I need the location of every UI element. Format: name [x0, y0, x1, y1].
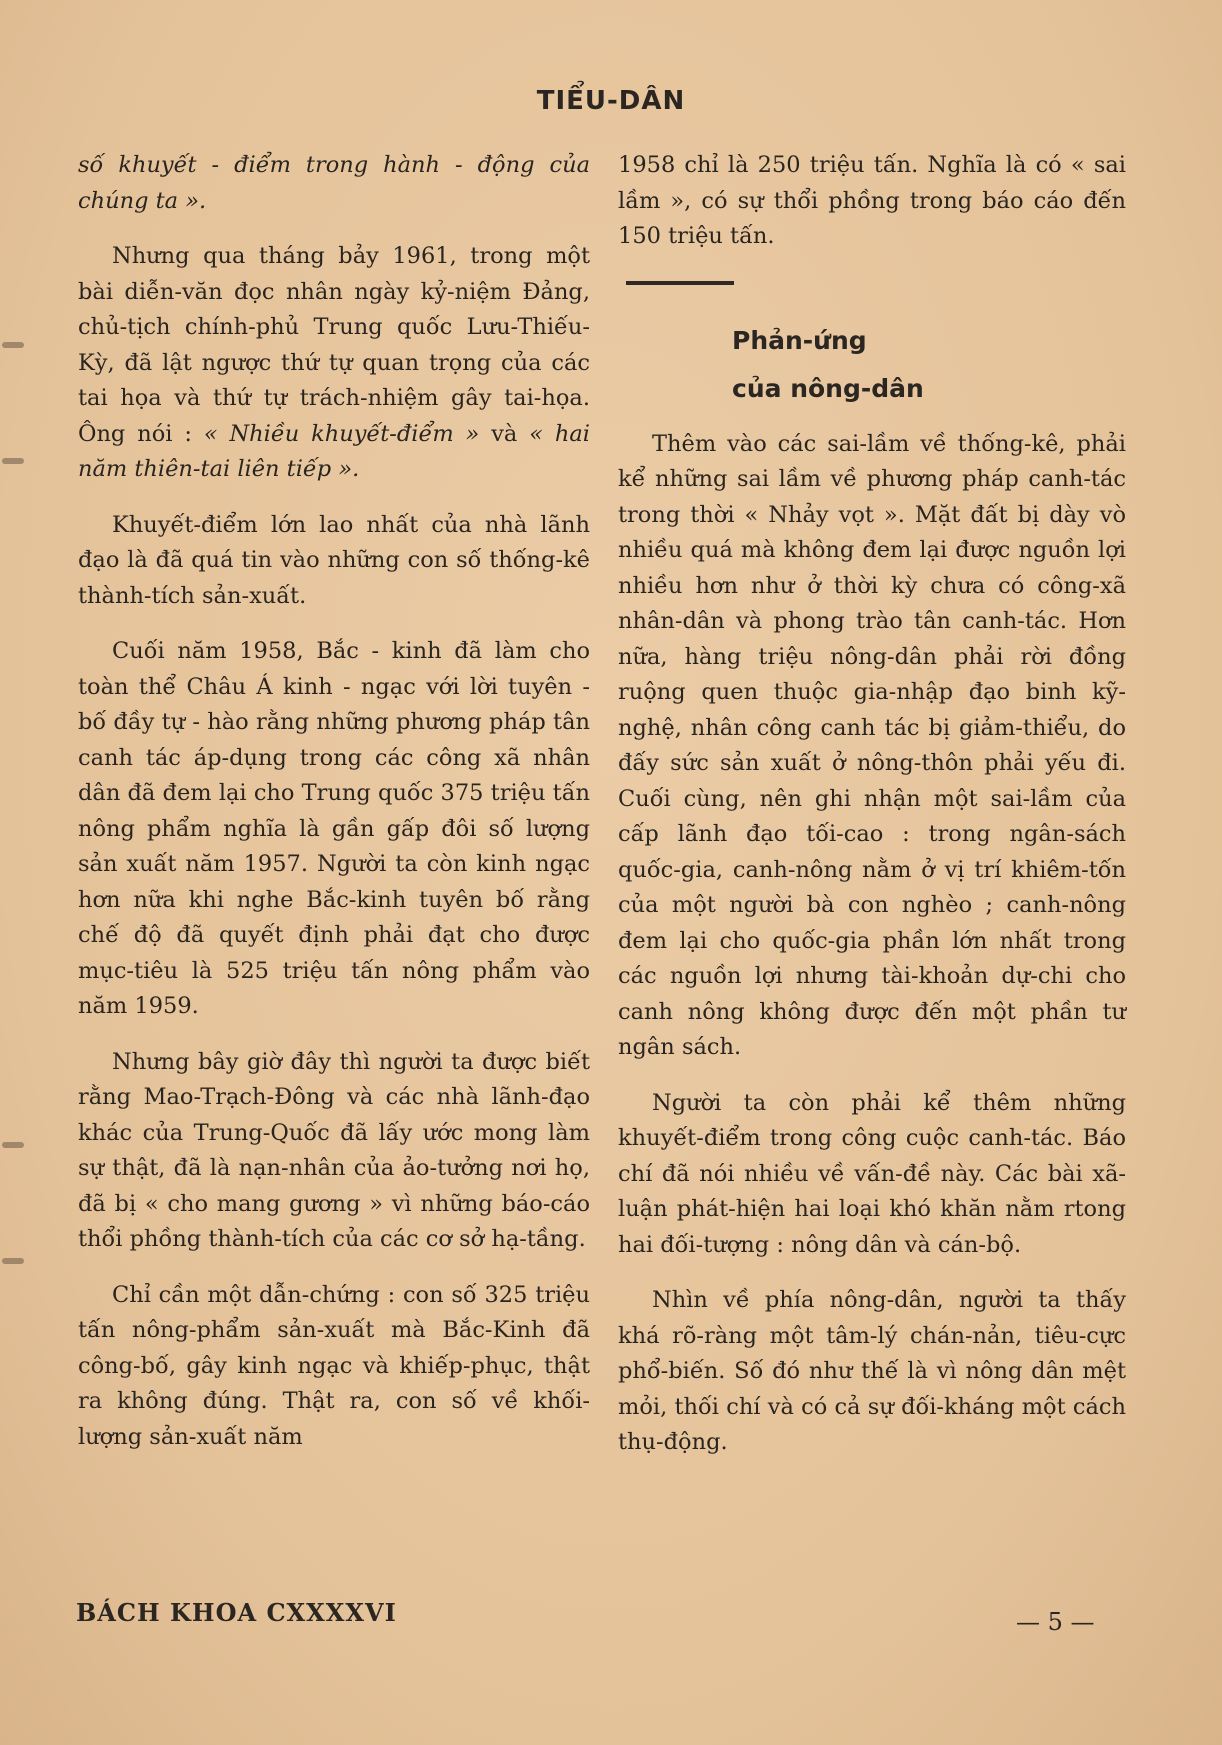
page-number: — 5 — — [1016, 1608, 1095, 1636]
section-heading: Phản-ứng — [732, 325, 867, 355]
binding-mark — [2, 458, 24, 464]
conjunction: và — [491, 420, 518, 447]
quote: « Nhiều khuyết-điểm » — [203, 420, 480, 447]
binding-mark — [2, 342, 24, 348]
binding-mark — [2, 1142, 24, 1148]
section-heading: của nông-dân — [732, 373, 924, 403]
paragraph: số khuyết - điểm trong hành - động của chúng ta ». — [78, 152, 590, 214]
binding-mark — [2, 1258, 24, 1264]
paragraph: Cuối năm 1958, Bắc - kinh đã làm cho toàn thể Châu Á kinh - ngạc với lời tuyên - bố đầy tự - hào rằng những phương pháp tân canh tác áp-dụng trong các công xã nhân dân đã đem lại cho Trung quốc 375 triệu tấn nông phẩm nghĩa là gần gấp đôi số lượng sản xuất năm 1957. Người ta còn kinh ngạc hơn nữa khi nghe Bắc-kinh tuyên bố rằng chế độ đã quyết định phải đạt cho được mục-tiêu là 525 triệu tấn nông phẩm vào năm 1959. — [78, 638, 590, 1019]
left-column — [78, 148, 590, 1475]
paragraph: 1958 chỉ là 250 triệu tấn. Nghĩa là có « sai lầm », có sự thổi phồng trong báo cáo đến 150 triệu tấn. — [618, 152, 1126, 249]
right-column — [618, 148, 1126, 1481]
running-head: TIỂU-DÂN — [536, 86, 686, 116]
publication-footer: BÁCH KHOA CXXXXVI — [76, 1598, 397, 1627]
paragraph: Khuyết-điểm lớn lao nhất của nhà lãnh đạo là đã quá tin vào những con số thống-kê thành-tích sản-xuất. — [78, 511, 590, 609]
paragraph: Nhưng bây giờ đây thì người ta được biết rằng Mao-Trạch-Đông và các nhà lãnh-đạo khác của Trung-Quốc đã lấy ước mong làm sự thật, đã là nạn-nhân của ảo-tưởng nơi họ, đã bị « cho mang gương » vì những báo-cáo thổi phồng thành-tích của các cơ sở hạ-tầng. — [78, 1048, 590, 1252]
paragraph: Thêm vào các sai-lầm về thống-kê, phải kể những sai lầm về phương pháp canh-tác trong thời « Nhảy vọt ». Mặt đất bị dày vò nhiều quá mà không đem lại được nguồn lợi nhiều hơn như ở thời kỳ chưa có công-xã nhân-dân và phong trào tân canh-tác. Hơn nữa, hàng triệu nông-dân phải rời đồng ruộng quen thuộc gia-nhập đạo binh kỹ-nghệ, nhân công canh tác bị giảm-thiểu, do đấy sức sản xuất ở nông-thôn phải yếu đi. Cuối cùng, nên ghi nhận một sai-lầm của cấp lãnh đạo tối-cao : trong ngân-sách quốc-gia, canh-nông nằm ở vị trí khiêm-tốn của một người bà con nghèo ; canh-nông đem lại cho quốc-gia phần lớn nhất trong các nguồn lợi nhưng tài-khoản dự-chi cho canh nông không được đến một phần tư ngân sách. — [618, 430, 1126, 1060]
paragraph — [78, 239, 590, 488]
quote: « hai năm thiên-tai liên tiếp ». — [78, 420, 591, 482]
paragraph: Nhìn về phía nông-dân, người ta thấy khá rõ-ràng một tâm-lý chán-nản, tiêu-cực phổ-biến. Số đó như thế là vì nông dân mệt mỏi, thối chí và có cả sự đối-kháng một cách thụ-động. — [618, 1287, 1126, 1455]
section-divider — [626, 281, 734, 285]
paragraph: Chỉ cần một dẫn-chứng : con số 325 triệu tấn nông-phẩm sản-xuất mà Bắc-Kinh đã công-bố, gây kinh ngạc và khiếp-phục, thật ra không đúng. Thật ra, con số về khối-lượng sản-xuất năm — [78, 1281, 590, 1450]
paragraph-text: Nhưng qua tháng bảy 1961, trong một bài diễn-văn đọc nhân ngày kỷ-niệm Đảng, chủ-tịch chính-phủ Trung quốc Lưu-Thiếu-Kỳ, đã lật ngược thứ tự quan trọng của các tai họa và thứ tự trách-nhiệm gây tai-họa. Ông nói : — [78, 243, 590, 447]
paragraph: Người ta còn phải kể thêm những khuyết-điểm trong công cuộc canh-tác. Báo chí đã nói nhiều về vấn-đề này. Các bài xã-luận phát-hiện hai loại khó khăn nằm rtong hai đối-tượng : nông dân và cán-bộ. — [618, 1089, 1126, 1258]
